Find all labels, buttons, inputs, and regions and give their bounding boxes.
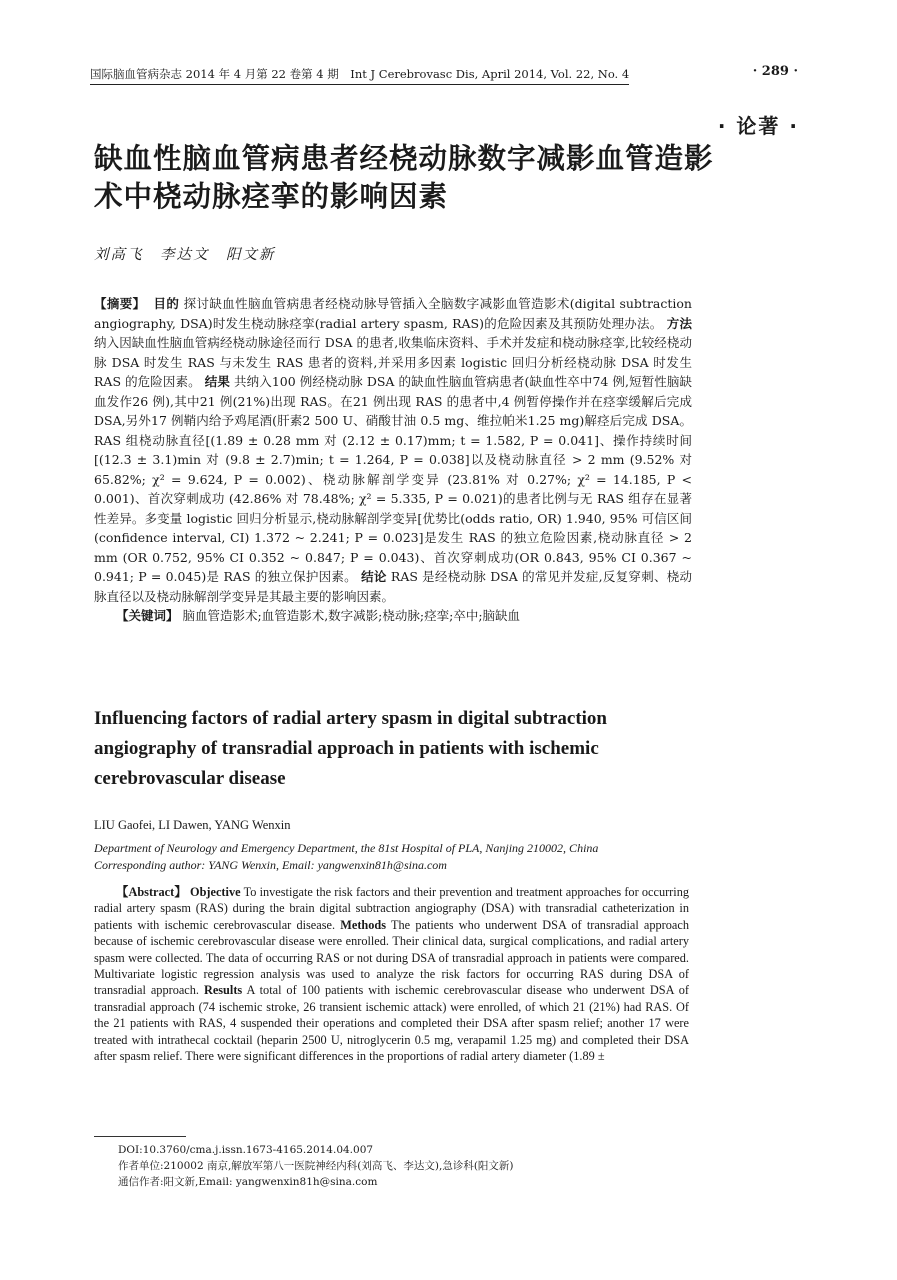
author-affiliation-line: 作者单位:210002 南京,解放军第八一医院神经内科(刘高飞、李达文),急诊科(阳文新) [118, 1160, 514, 1172]
en-objective-text: To investigate the risk factors and their prevention and treatment approaches for occurring radial artery spasm (RAS) during the brain digital subtraction angiography (DSA) with transradial catheterization in patients with ischemic cerebrovascular disease. [94, 885, 689, 932]
en-methods-text: The patients who underwent DSA of transradial approach because of ischemic cerebrovascular disease were enrolled. Their clinical data, surgical complications, and radial artery spasm were collected. The data of occurring RAS or not during DSA of transradial approach in patients were compared. Multivariate logistic regression analysis was used to analyze the risk factors for occurring RAS during DSA of transradial approach. [94, 917, 689, 998]
objective-text: 探讨缺血性脑血管病患者经桡动脉导管插入全脑数字减影血管造影术(digital subtraction angiography, DSA)时发生桡动脉痉挛(radial artery spasm, RAS)的危险因素及其预防处理办法。 [94, 296, 692, 331]
keywords-label: 【关键词】 [116, 608, 179, 623]
section-tag: · 论著 · [717, 114, 799, 138]
en-methods-label: Methods [340, 917, 387, 932]
chinese-authors: 刘高飞 李达文 阳文新 [94, 247, 276, 263]
english-title: Influencing factors of radial artery spasm in digital subtraction angiography of transradial approach in patients with ischemic cerebrovascular disease [94, 708, 607, 789]
methods-label: 方法 [666, 315, 692, 331]
affiliation-line: Department of Neurology and Emergency Department, the 81st Hospital of PLA, Nanjing 210002, China [94, 841, 599, 855]
abstract-label: 【摘要】 [94, 296, 146, 311]
en-results-label: Results [203, 983, 243, 998]
results-text: 共纳入100 例经桡动脉 DSA 的缺血性脑血管病患者(缺血性卒中74 例,短暂性脑缺血发作26 例),其中21 例(21%)出现 RAS。在21 例出现 RAS 的患者中,4 例暂停操作并在痉挛缓解后完成 DSA,另外17 例鞘内给予鸡尾酒(肝素2 500 U、硝酸甘油 0.5 mg、维拉帕米1.25 mg)解痉后完成 DSA。RAS 组桡动脉直径[(1.89 ± 0.28 mm 对 (2.12 ± 0.17)mm; t = 1.582, P = 0.041]、操作持续时间[(12.3 ± 3.1)min 对 (9.8 ± 2.7)min; t = 1.264, P = 0.038]以及桡动脉直径 > 2 mm (9.52% 对 65.82%; χ² = 9.624, P = 0.002)、桡动脉解剖学变异 (23.81% 对 0.27%; χ² = 14.185, P < 0.001)、首次穿刺成功 (42.86% 对 78.48%; χ² = 5.335, P = 0.021)的患者比例与无 RAS 组存在显著性差异。多变量 logistic 回归分析显示,桡动脉解剖学变异[优势比(odds ratio, OR) 1.940, 95% 可信区间(confidence interval, CI) 1.372 ~ 2.241; P = 0.023]是发生 RAS 的独立危险因素,桡动脉直径 > 2 mm (OR 0.752, 95% CI 0.352 ~ 0.847; P = 0.043)、首次穿刺成功(OR 0.843, 95% CI 0.367 ~ 0.941; P = 0.045)是 RAS 的独立保护因素。 [94, 374, 692, 584]
results-label: 结果 [204, 374, 230, 389]
chinese-abstract [94, 294, 692, 626]
keywords-text: 脑血管造影术;血管造影术,数字减影;桡动脉;痉挛;卒中;脑缺血 [182, 608, 521, 623]
journal-citation: 国际脑血管病杂志 2014 年 4 月第 22 卷第 4 期 Int J Cerebrovasc Dis, April 2014, Vol. 22, No. 4 [90, 66, 629, 85]
doi-line: DOI:10.3760/cma.j.issn.1673-4165.2014.04.007 [118, 1144, 374, 1156]
conclusion-label: 结论 [361, 569, 387, 584]
running-header [90, 66, 798, 85]
english-abstract [94, 884, 689, 1064]
en-objective-label: Objective [190, 885, 241, 899]
footnote-divider [94, 1136, 186, 1137]
english-affiliation [94, 840, 694, 874]
en-results-text: A total of 100 patients with ischemic cerebrovascular disease who underwent DSA of transradial approach (74 ischemic stroke, 26 transient ischemic attack) were enrolled, of which 21 (21%) had RAS. Of the 21 patients with RAS, 4 suspended their operations and completed their DSA after spasm relief; another 17 were treated with intrathecal cocktail (heparin 2500 U, nitroglycerin 0.5 mg, verapamil 1.25 mg) and completed their DSA after spasm relief. There were significant differences in the proportions of radial artery diameter (1.89 ± [94, 983, 689, 1064]
english-authors: LIU Gaofei, LI Dawen, YANG Wenxin [94, 818, 291, 832]
page-number: · 289 · [752, 64, 798, 79]
corresponding-line: Corresponding author: YANG Wenxin, Email: yangwenxin81h@sina.com [94, 858, 447, 872]
objective-label: 目的 [153, 296, 180, 311]
chinese-title: 缺血性脑血管病患者经桡动脉数字减影血管造影术中桡动脉痉挛的影响因素 [94, 142, 714, 213]
conclusion-text: RAS 是经桡动脉 DSA 的常见并发症,反复穿刺、桡动脉直径以及桡动脉解剖学变异是其最主要的影响因素。 [94, 569, 692, 604]
footnotes [118, 1142, 698, 1190]
methods-text: 纳入因缺血性脑血管病经桡动脉途径而行 DSA 的患者,收集临床资料、手术并发症和桡动脉痉挛,比较经桡动脉 DSA 时发生 RAS 与未发生 RAS 患者的资料,并采用多因素 logistic 回归分析经桡动脉 DSA 时发生 RAS 的危险因素。 [94, 335, 692, 389]
corresponding-author-line: 通信作者:阳文新,Email: yangwenxin81h@sina.com [118, 1176, 378, 1188]
en-abstract-label: 【Abstract】 [116, 885, 187, 899]
keywords [94, 606, 692, 626]
